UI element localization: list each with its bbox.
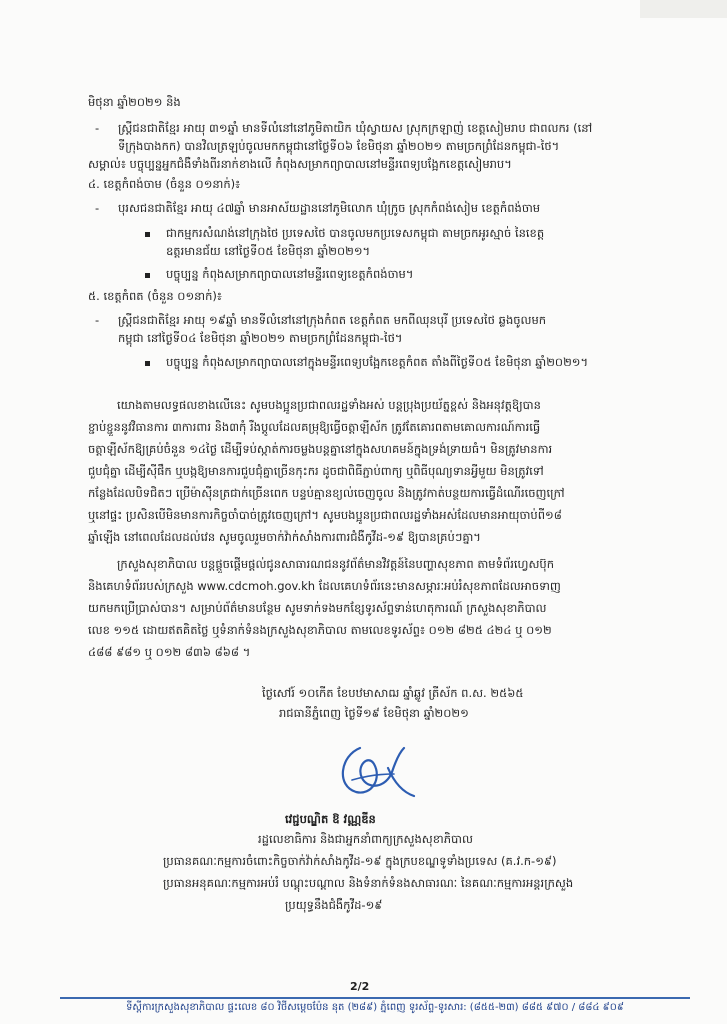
paragraph-line: ជួបជុំគ្នា ដើម្បីស៊ីផឹក ឬបង្កឱ្យមានការជួបជុំគ្នាច្រើនកុះករ ដូចជាពិធីភ្ជាប់ពាក្យ ឬពិធីបុណ្យទានអ្វីមួយ មិនត្រូវទៅ [88,464,544,478]
paragraph-line: ៤៨៨ ៩៨១ ឬ ០១២ ៨៣៦ ៨៦៨ ។ [88,645,251,659]
dash-bullet: - [95,121,100,135]
square-bullet [145,361,150,366]
paragraph-line: ឬនៅផ្ទះ ប្រសិនបើមិនមានការកិច្ចចាំបាច់ត្រូវចេញក្រៅ។ សូមបងប្អូនប្រជាពលរដ្ឋទាំងអស់ដែលមានអាយុចាប់ពី១៨ [88,508,562,522]
lunar-date: ថ្ងៃសៅរ៍ ១០កើត ខែបឋមាសាឍ ឆ្នាំឆ្លូវ ត្រីស័ក ព.ស. ២៥៦៥ [262,686,524,700]
square-bullet [145,273,150,278]
text-line: បុរសជនជាតិខ្មែរ អាយុ ៤៧ឆ្នាំ មានអាស័យដ្ឋាននៅភូមិលោក ឃុំក្រូច ស្រុកកំពង់សៀម ខេត្តកំពង់ចាម [118,201,541,215]
text-line: ស្ត្រីជនជាតិខ្មែរ អាយុ ៣១ឆ្នាំ មានទីលំនៅនៅភូមិតាយិក ឃុំស្វាយស ស្រុកក្រឡាញ់ ខេត្តសៀមរាប ជាពលករ (នៅ [118,121,593,135]
note-line: សម្គាល់៖ បច្ចុប្បន្នអ្នកជំងឺទាំងពីរនាក់ខាងលើ កំពុងសម្រាកព្យាបាលនៅមន្ទីរពេទ្យបង្អែកខេត្តសៀមរាប។ [88,157,512,171]
signer-name: វេជ្ជបណ្ឌិត ឱ វណ្ណឌីន [285,812,376,826]
text-line: ទីក្រុងបាងកក) បានវិលត្រឡប់ចូលមកកម្ពុជានៅថ្ងៃទី០៦ ខែមិថុនា ឆ្នាំ២០២១ តាមច្រកព្រំដែនកម្ពុជា-ថៃ។ [118,139,560,153]
footer-rule [60,997,690,999]
paragraph-line: ក្រសួងសុខាភិបាល បន្តផ្តួចផ្តើមផ្តល់ជូនសាធារណជននូវព័ត៌មានវិវត្តន៍នៃបញ្ហាសុខភាព តាមទំព័រហ្វេសប៊ុក [117,557,554,571]
section-heading: ៥. ខេត្តកំពត (ចំនួន ០១នាក់)៖ [88,289,222,303]
paragraph-line: ចត្តាឡីស័កឱ្យគ្រប់ចំនួន ១៤ថ្ងៃ ដើម្បីទប់ស្កាត់ការចម្លងបន្តគ្នានៅក្នុងសហគមន៍ក្នុងទ្រង់ទ្រាយធំ។ មិនត្រូវមានការ [88,442,553,456]
footer-address: ទីស្តីការក្រសួងសុខាភិបាល ផ្ទះលេខ ៨០ វិថីសម្តេចប៉ែន នុត (២៨៩) ភ្នំពេញ ទូរស័ព្ទ-ទូរសារ: (៨៥៥-២៣) ៨៨៥ ៩៧០ / ៨៨៤ ៩០៩ [126,1002,624,1013]
text-line: កម្ពុជា នៅថ្ងៃទី០៤ ខែមិថុនា ឆ្នាំ២០២១ តាមច្រកព្រំដែនកម្ពុជា-ថៃ។ [118,331,403,345]
text-line: ឧត្តរមានជ័យ នៅថ្ងៃទី០៥ ខែមិថុនា ឆ្នាំ២០២១។ [166,244,371,258]
paragraph-line: យកមកប្រើប្រាស់បាន។ សម្រាប់ព័ត៌មានបន្ថែម សូមទាក់ទងមកខ្សែទូរស័ព្ទទាន់ហេតុការណ៍ ក្រសួងសុខាភិបាល [88,601,547,615]
square-bullet [145,232,150,237]
signer-role: រដ្ឋលេខាធិការ និងជាអ្នកនាំពាក្យក្រសួងសុខាភិបាល [258,832,473,846]
paragraph-line: យោងតាមលទ្ធផលខាងលើនេះ សូមបងប្អូនប្រជាពលរដ្ឋទាំងអស់ បន្តប្រុងប្រយ័ត្នខ្ពស់ និងអនុវត្តឱ្យបាន [117,398,541,412]
signer-role: ប្រធានគណៈកម្មការចំពោះកិច្ចចាក់វ៉ាក់សាំងកូវីដ-១៩ ក្នុងក្របខណ្ឌទូទាំងប្រទេស (គ.វ.ក-១៩) [163,854,557,868]
paragraph-line: និងគេហទំព័ររបស់ក្រសួង www.cdcmoh.gov.kh ដែលគេហទំព័រនេះមានសម្ភារៈអប់រំសុខភាពដែលអាចទាញ [88,579,561,593]
dash-bullet: - [95,201,100,215]
signer-role: ប្រធានអនុគណៈកម្មការអប់រំ បណ្តុះបណ្តាល និងទំនាក់ទំនងសាធារណៈ នៃគណៈកម្មការអន្តរក្រសួង [163,876,574,890]
section-heading: ៤. ខេត្តកំពង់ចាម (ចំនួន ០១នាក់)៖ [88,177,241,191]
page-number: 2/2 [350,980,370,993]
paragraph-line: លេខ ១១៥ ដោយឥតគិតថ្លៃ ឬទំនាក់ទំនងក្រសួងសុខាភិបាល តាមលេខទូរស័ព្ទ៖ ០១២ ៨២៥ ៤២៤ ឬ ០១២ [88,623,552,637]
place-date: រាជធានីភ្នំពេញ ថ្ងៃទី១៩ ខែមិថុនា ឆ្នាំ២០២១ [279,706,469,720]
paragraph-line: ខ្ជាប់ខ្ជួននូវវិធានការ ៣ការពារ និង៣កុំ រឺងប្តូលដែលគម្រុឱ្យធ្វើចត្តាឡីស័ក ត្រូវតែគោរពតាមគោលការណ៍ការធ្វើ [88,420,541,434]
text-line: បច្ចុប្បន្ន កំពុងសម្រាកព្យាបាលនៅមន្ទីរពេទ្យខេត្តកំពង់ចាម។ [166,267,414,281]
text-line: បច្ចុប្បន្ន កំពុងសម្រាកព្យាបាលនៅក្នុងមន្ទីរពេទ្យបង្អែកខេត្តកំពត តាំងពីថ្ងៃទី០៥ ខែមិថុនា ឆ្នាំ២០២១។ [166,355,589,369]
scan-artifact [640,0,727,18]
signature [330,738,420,802]
text-line: ស្ត្រីជនជាតិខ្មែរ អាយុ ១៩ឆ្នាំ មានទីលំនៅនៅក្រុងកំពត ខេត្តកំពត មកពីឈុនបុរី ប្រទេសថៃ ឆ្លងចូលមក [118,313,547,327]
text-line: ជាកម្មករសំណង់នៅក្រុងថៃ ប្រទេសថៃ បានចូលមកប្រទេសកម្ពុជា តាមច្រកអូរស្មាច់ នៃខេត្ត [166,226,545,240]
paragraph-line: កន្លែងដែលបិទជិតៗ ប្រើម៉ាស៊ីនត្រជាក់ច្រើនពេក បន្ទប់គ្មានខ្យល់ចេញចូល និងត្រូវកាត់បន្ថយការធ្វើដំណើរចេញក្រៅ [88,486,565,500]
text-line: មិថុនា ឆ្នាំ២០២១ និង [88,95,181,109]
paragraph-line: ឆ្នាំឡើង នៅពេលដែលដល់វេន សូមចូលរួមចាក់វ៉ាក់សាំងការពារជំងឺកូវីដ-១៩ ឱ្យបានគ្រប់ៗគ្នា។ [88,530,481,544]
dash-bullet: - [95,313,100,327]
signer-role: ប្រយុទ្ធនឹងជំងឺកូវីដ-១៩ [285,898,383,912]
